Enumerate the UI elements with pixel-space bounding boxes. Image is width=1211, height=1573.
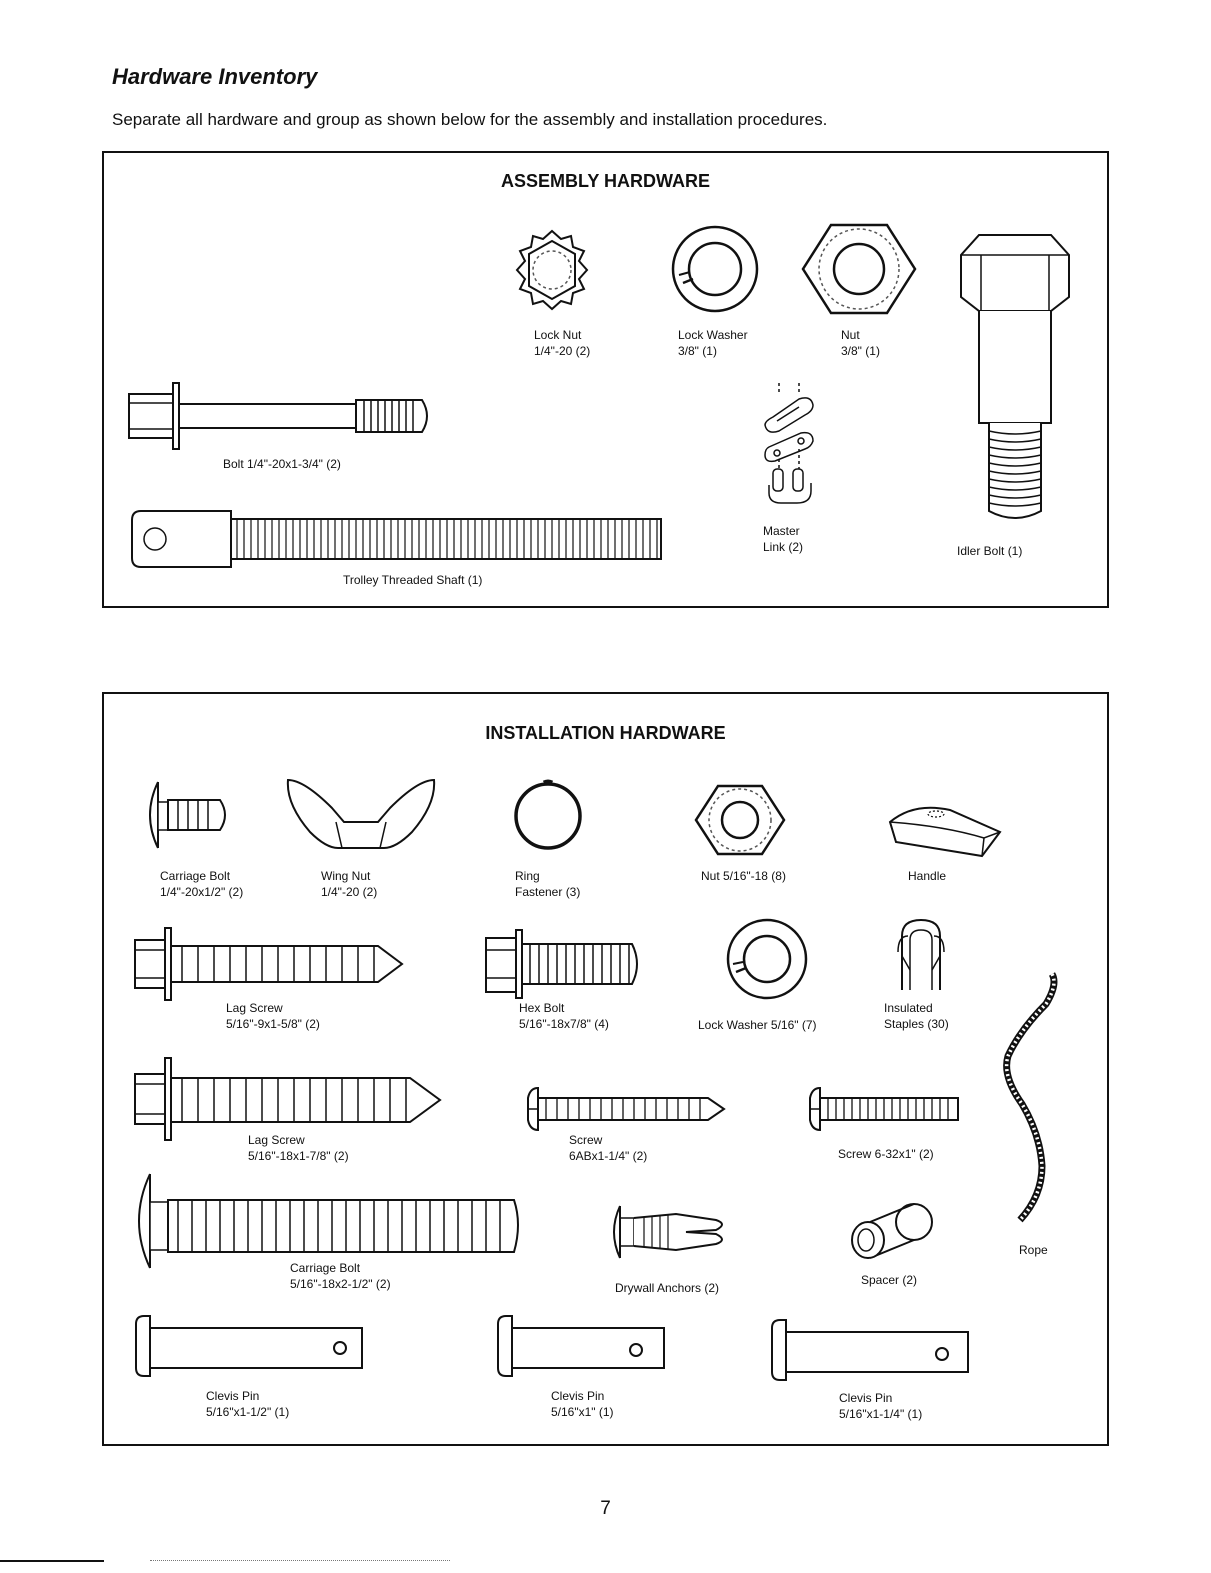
carriage-bolt-small-spec: 1/4"-20x1/2" (2) <box>160 885 244 899</box>
wing-nut-name: Wing Nut <box>321 869 371 883</box>
clevis-pin-icon <box>132 1314 368 1378</box>
clevis-pin-2-name: Clevis Pin <box>551 1389 605 1403</box>
intro-text: Separate all hardware and group as shown below for the assembly and installation procedures. <box>112 110 828 129</box>
handle-icon <box>884 800 1004 860</box>
carriage-bolt-long-spec: 5/16"-18x2-1/2" (2) <box>290 1277 391 1291</box>
ring-fastener-spec: Fastener (3) <box>515 885 581 899</box>
lag-screw-short-name: Lag Screw <box>226 1001 283 1015</box>
hex-bolt-name: Hex Bolt <box>519 1001 565 1015</box>
footer-rule <box>0 1560 104 1562</box>
master-link-spec: Link (2) <box>763 540 804 554</box>
assembly-hardware-title: ASSEMBLY HARDWARE <box>500 171 711 191</box>
carriage-bolt-small-icon <box>140 780 232 850</box>
lock-washer-icon <box>669 223 761 315</box>
drywall-anchor-icon <box>606 1204 736 1260</box>
lock-washer-5-16-label: Lock Washer 5/16" (7) <box>698 1018 817 1032</box>
lock-washer-icon <box>724 916 810 1002</box>
spacer-icon <box>848 1200 936 1262</box>
idler-bolt-label: Idler Bolt (1) <box>957 544 1023 558</box>
clevis-pin-1-spec: 5/16"x1-1/2" (1) <box>206 1405 290 1419</box>
drywall-anchors-label: Drywall Anchors (2) <box>615 1281 720 1295</box>
wing-nut-spec: 1/4"-20 (2) <box>321 885 378 899</box>
installation-hardware-title: INSTALLATION HARDWARE <box>485 723 726 743</box>
rope-icon <box>1000 970 1070 1226</box>
clevis-pin-2-spec: 5/16"x1" (1) <box>551 1405 614 1419</box>
lock-nut-spec: 1/4"-20 (2) <box>534 344 591 358</box>
clevis-pin-3-spec: 5/16"x1-1/4" (1) <box>839 1407 923 1421</box>
lag-screw-short-spec: 5/16"-9x1-5/8" (2) <box>226 1017 320 1031</box>
lag-screw-short-icon <box>132 926 404 1002</box>
idler-bolt-icon <box>959 233 1071 529</box>
assembly-hardware-panel <box>102 151 1109 608</box>
bolt-label: Bolt 1/4"-20x1-3/4" (2) <box>223 457 341 471</box>
carriage-bolt-long-icon <box>128 1172 524 1270</box>
lock-nut-icon <box>509 227 595 313</box>
hex-bolt-icon <box>484 928 644 1000</box>
wing-nut-icon <box>284 778 438 854</box>
lock-washer-name: Lock Washer <box>678 328 748 342</box>
clevis-pin-3-name: Clevis Pin <box>839 1391 893 1405</box>
handle-label: Handle <box>908 869 947 883</box>
master-link-name: Master <box>763 524 800 538</box>
clevis-pin-icon <box>494 1314 670 1378</box>
trolley-threaded-shaft-icon <box>129 508 669 570</box>
screw-632-icon <box>806 1086 962 1132</box>
rope-label: Rope <box>1019 1243 1048 1257</box>
lag-screw-long-icon <box>132 1056 444 1142</box>
screw-632-label: Screw 6-32x1" (2) <box>838 1147 934 1161</box>
lock-washer-spec: 3/8" (1) <box>678 344 717 358</box>
insulated-staple-icon <box>896 916 946 992</box>
spacer-label: Spacer (2) <box>861 1273 918 1287</box>
screw-6ab-name: Screw <box>569 1133 603 1147</box>
master-link-icon <box>759 381 821 511</box>
trolley-shaft-label: Trolley Threaded Shaft (1) <box>343 573 483 587</box>
insulated-staples-spec: Staples (30) <box>884 1017 949 1031</box>
insulated-staples-name: Insulated <box>884 1001 933 1015</box>
lag-screw-long-name: Lag Screw <box>248 1133 305 1147</box>
page-heading: Hardware Inventory <box>112 64 318 89</box>
nut-5-16-label: Nut 5/16"-18 (8) <box>701 869 786 883</box>
page-number: 7 <box>600 1498 611 1519</box>
lag-screw-long-spec: 5/16"-18x1-7/8" (2) <box>248 1149 349 1163</box>
ring-fastener-icon <box>512 778 584 854</box>
bolt-icon <box>126 381 436 451</box>
carriage-bolt-small-name: Carriage Bolt <box>160 869 231 883</box>
nut-name: Nut <box>841 328 860 342</box>
carriage-bolt-long-name: Carriage Bolt <box>290 1261 361 1275</box>
clevis-pin-1-name: Clevis Pin <box>206 1389 260 1403</box>
screw-6ab-spec: 6ABx1-1/4" (2) <box>569 1149 648 1163</box>
footer-scan-artifact <box>150 1560 450 1562</box>
lock-nut-name: Lock Nut <box>534 328 582 342</box>
clevis-pin-icon <box>768 1318 974 1382</box>
hex-nut-icon <box>694 784 786 856</box>
screw-6ab-icon <box>524 1086 728 1132</box>
hex-bolt-spec: 5/16"-18x7/8" (4) <box>519 1017 609 1031</box>
nut-spec: 3/8" (1) <box>841 344 880 358</box>
ring-fastener-name: Ring <box>515 869 540 883</box>
hex-nut-icon <box>801 223 917 315</box>
installation-hardware-panel <box>102 692 1109 1446</box>
